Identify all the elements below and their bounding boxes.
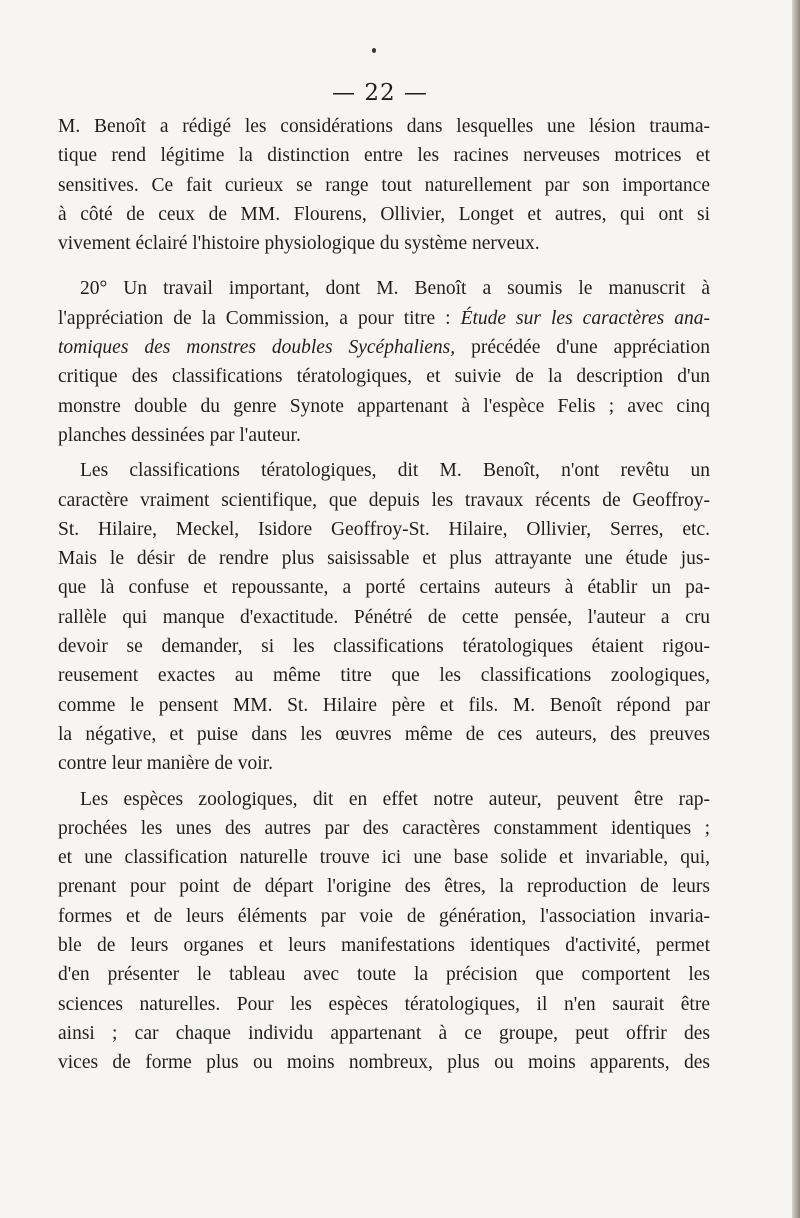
text-line: formes et de leurs éléments par voie de génération, l'association invaria- bbox=[58, 905, 710, 927]
paragraph bbox=[58, 274, 710, 450]
text-line: Mais le désir de rendre plus saisissable et plus attrayante une étude jus- bbox=[58, 548, 710, 570]
text-line: ble de leurs organes et leurs manifestations identiques d'activité, permet bbox=[58, 935, 710, 957]
text-line: et une classification naturelle trouve ici une base solide et invariable, qui, bbox=[58, 847, 710, 869]
text-line: critique des classifications tératologiques, et suivie de la description d'un bbox=[58, 366, 710, 388]
text-line: prenant pour point de départ l'origine des êtres, la reproduction de leurs bbox=[58, 876, 710, 898]
text-line: d'en présenter le tableau avec toute la précision que comportent les bbox=[58, 964, 710, 986]
text-line: ainsi ; car chaque individu appartenant à ce groupe, peut offrir des bbox=[58, 1022, 710, 1044]
ink-speck bbox=[372, 48, 376, 53]
text-line: planches dessinées par l'auteur. bbox=[58, 424, 301, 446]
work-title-italic: Étude sur les caractères ana- bbox=[460, 307, 710, 329]
text-line: devoir se demander, si les classifications tératologiques étaient rigou- bbox=[58, 636, 710, 658]
body-text bbox=[58, 112, 710, 1078]
text-segment: l'appréciation de la Commission, a pour titre : bbox=[58, 307, 451, 329]
text-line: rallèle qui manque d'exactitude. Pénétré de cette pensée, l'auteur a cru bbox=[58, 606, 710, 628]
text-line: vivement éclairé l'histoire physiologique du système nerveux. bbox=[58, 233, 540, 255]
text-line: prochées les unes des autres par des caractères constamment identiques ; bbox=[58, 817, 710, 839]
text-line: Les espèces zoologiques, dit en effet notre auteur, peuvent être rap- bbox=[80, 788, 710, 810]
text-line: à côté de ceux de MM. Flourens, Ollivier, Longet et autres, qui ont si bbox=[58, 203, 710, 225]
page-number: — 22 — bbox=[332, 80, 428, 106]
paragraph bbox=[58, 112, 710, 258]
text-line: sciences naturelles. Pour les espèces tératologiques, il n'en saurait être bbox=[58, 993, 710, 1015]
work-title-italic: tomiques des monstres doubles Sycéphaliens, bbox=[58, 337, 456, 359]
text-segment: précédée d'une appréciation bbox=[471, 337, 711, 359]
text-line: contre leur manière de voir. bbox=[58, 753, 273, 775]
text-line bbox=[58, 304, 710, 333]
text-line: comme le pensent MM. St. Hilaire père et fils. M. Benoît répond par bbox=[58, 694, 710, 716]
text-line: caractère vraiment scientifique, que depuis les travaux récents de Geoffroy- bbox=[58, 489, 710, 511]
text-line: reusement exactes au même titre que les classifications zoologiques, bbox=[58, 665, 710, 687]
paragraph bbox=[58, 785, 710, 1078]
text-line: St. Hilaire, Meckel, Isidore Geoffroy-St. Hilaire, Ollivier, Serres, etc. bbox=[58, 518, 710, 540]
text-line: M. Benoît a rédigé les considérations dans lesquelles une lésion trauma- bbox=[58, 116, 710, 137]
text-line: 20° Un travail important, dont M. Benoît a soumis le manuscrit à bbox=[80, 278, 710, 300]
text-line: vices de forme plus ou moins nombreux, plus ou moins apparents, des bbox=[58, 1052, 710, 1074]
page-edge-shadow bbox=[792, 0, 800, 1218]
text-line: la négative, et puise dans les œuvres même de ces auteurs, des preuves bbox=[58, 723, 710, 745]
paragraph bbox=[58, 456, 710, 778]
text-line: sensitives. Ce fait curieux se range tout naturellement par son importance bbox=[58, 174, 710, 196]
text-line: tique rend légitime la distinction entre les racines nerveuses motrices et bbox=[58, 145, 710, 167]
text-line: que là confuse et repoussante, a porté certains auteurs à établir un pa- bbox=[58, 577, 710, 599]
text-line bbox=[58, 333, 710, 362]
text-line: monstre double du genre Synote appartenant à l'espèce Felis ; avec cinq bbox=[58, 395, 710, 417]
text-line: Les classifications tératologiques, dit M. Benoît, n'ont revêtu un bbox=[80, 460, 710, 482]
